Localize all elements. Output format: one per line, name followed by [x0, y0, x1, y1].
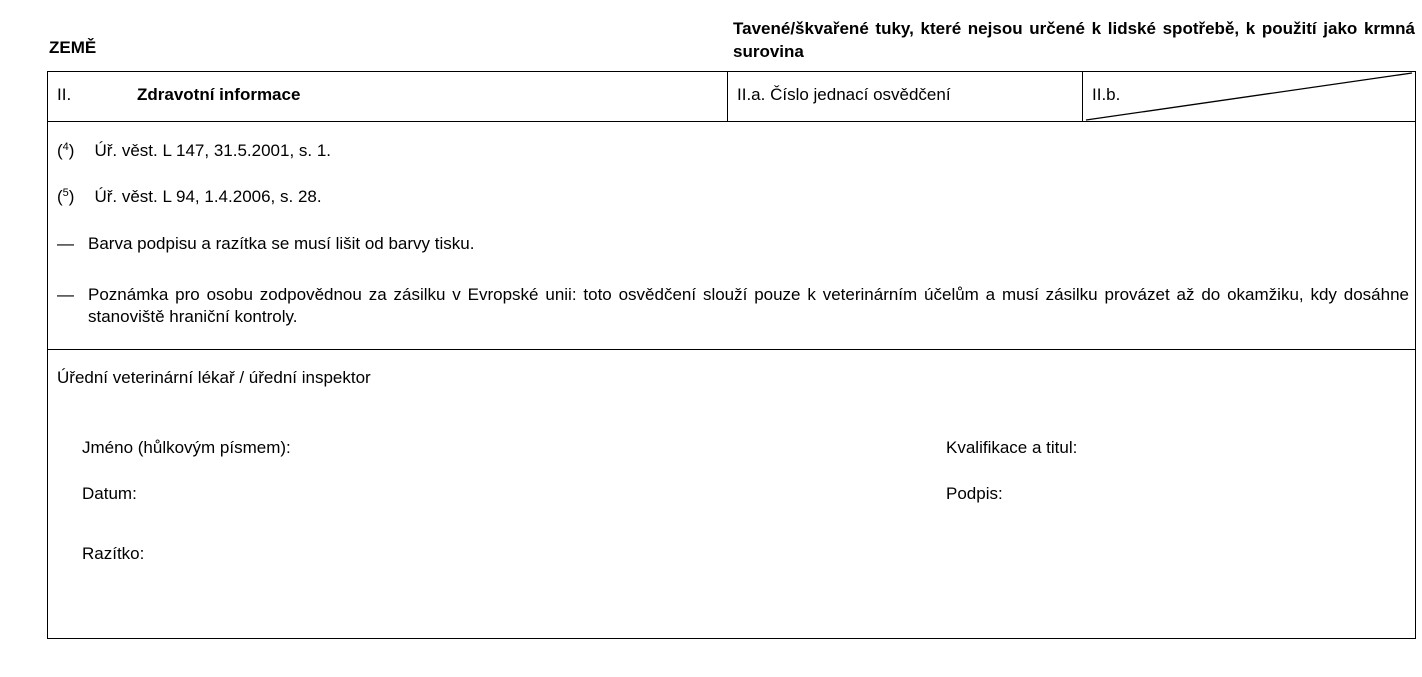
stamp-label: Razítko: [82, 544, 145, 563]
footnote-text: Úř. věst. L 147, 31.5.2001, s. 1. [94, 141, 332, 160]
footnote-mark: 4 [62, 141, 69, 153]
footnote-mark: 5 [62, 187, 69, 199]
note-dash: — [57, 285, 74, 304]
section-number: II. [57, 85, 72, 104]
date-label: Datum: [82, 484, 137, 503]
note-responsible-person [57, 284, 1409, 328]
note-text: Poznámka pro osobu zodpovědnou za zásilku v Evropské unii: toto osvědčení slouží pouze k veterinárním účelům a musí zásilku provázet až do okamžiku, kdy dosáhne stanoviště hraniční kontroly. [88, 285, 1409, 326]
qualification-label: Kvalifikace a titul: [946, 438, 1078, 457]
name-label: Jméno (hůlkovým písmem): [82, 438, 291, 457]
section-iib-label: II.b. [1092, 85, 1121, 104]
note-dash: — [57, 234, 74, 253]
official-heading: Úřední veterinární lékař / úřední inspektor [57, 368, 371, 387]
certificate-title: Tavené/škvařené tuky, které nejsou určené k lidské spotřebě, k použití jako krmná surovina [733, 19, 1415, 61]
section-title: Zdravotní informace [137, 85, 301, 104]
note-signature-colour [57, 233, 1409, 255]
footnote-4: ($^4$) Úř. věst. L 147, 31.5.2001, s. 1. [57, 141, 332, 160]
note-text: Barva podpisu a razítka se musí lišit od barvy tisku. [88, 234, 475, 253]
signature-label: Podpis: [946, 484, 1003, 503]
footnote-5: ($^5$) Úř. věst. L 94, 1.4.2006, s. 28. [57, 187, 322, 206]
column-divider-a [727, 71, 728, 122]
certificate-reference-label: II.a. Číslo jednací osvědčení [737, 85, 951, 104]
notes-signature-divider [47, 349, 1416, 350]
country-label: ZEMĚ [49, 38, 97, 57]
footnote-text: Úř. věst. L 94, 1.4.2006, s. 28. [94, 187, 322, 206]
crossed-out-cell-line [1082, 71, 1416, 122]
